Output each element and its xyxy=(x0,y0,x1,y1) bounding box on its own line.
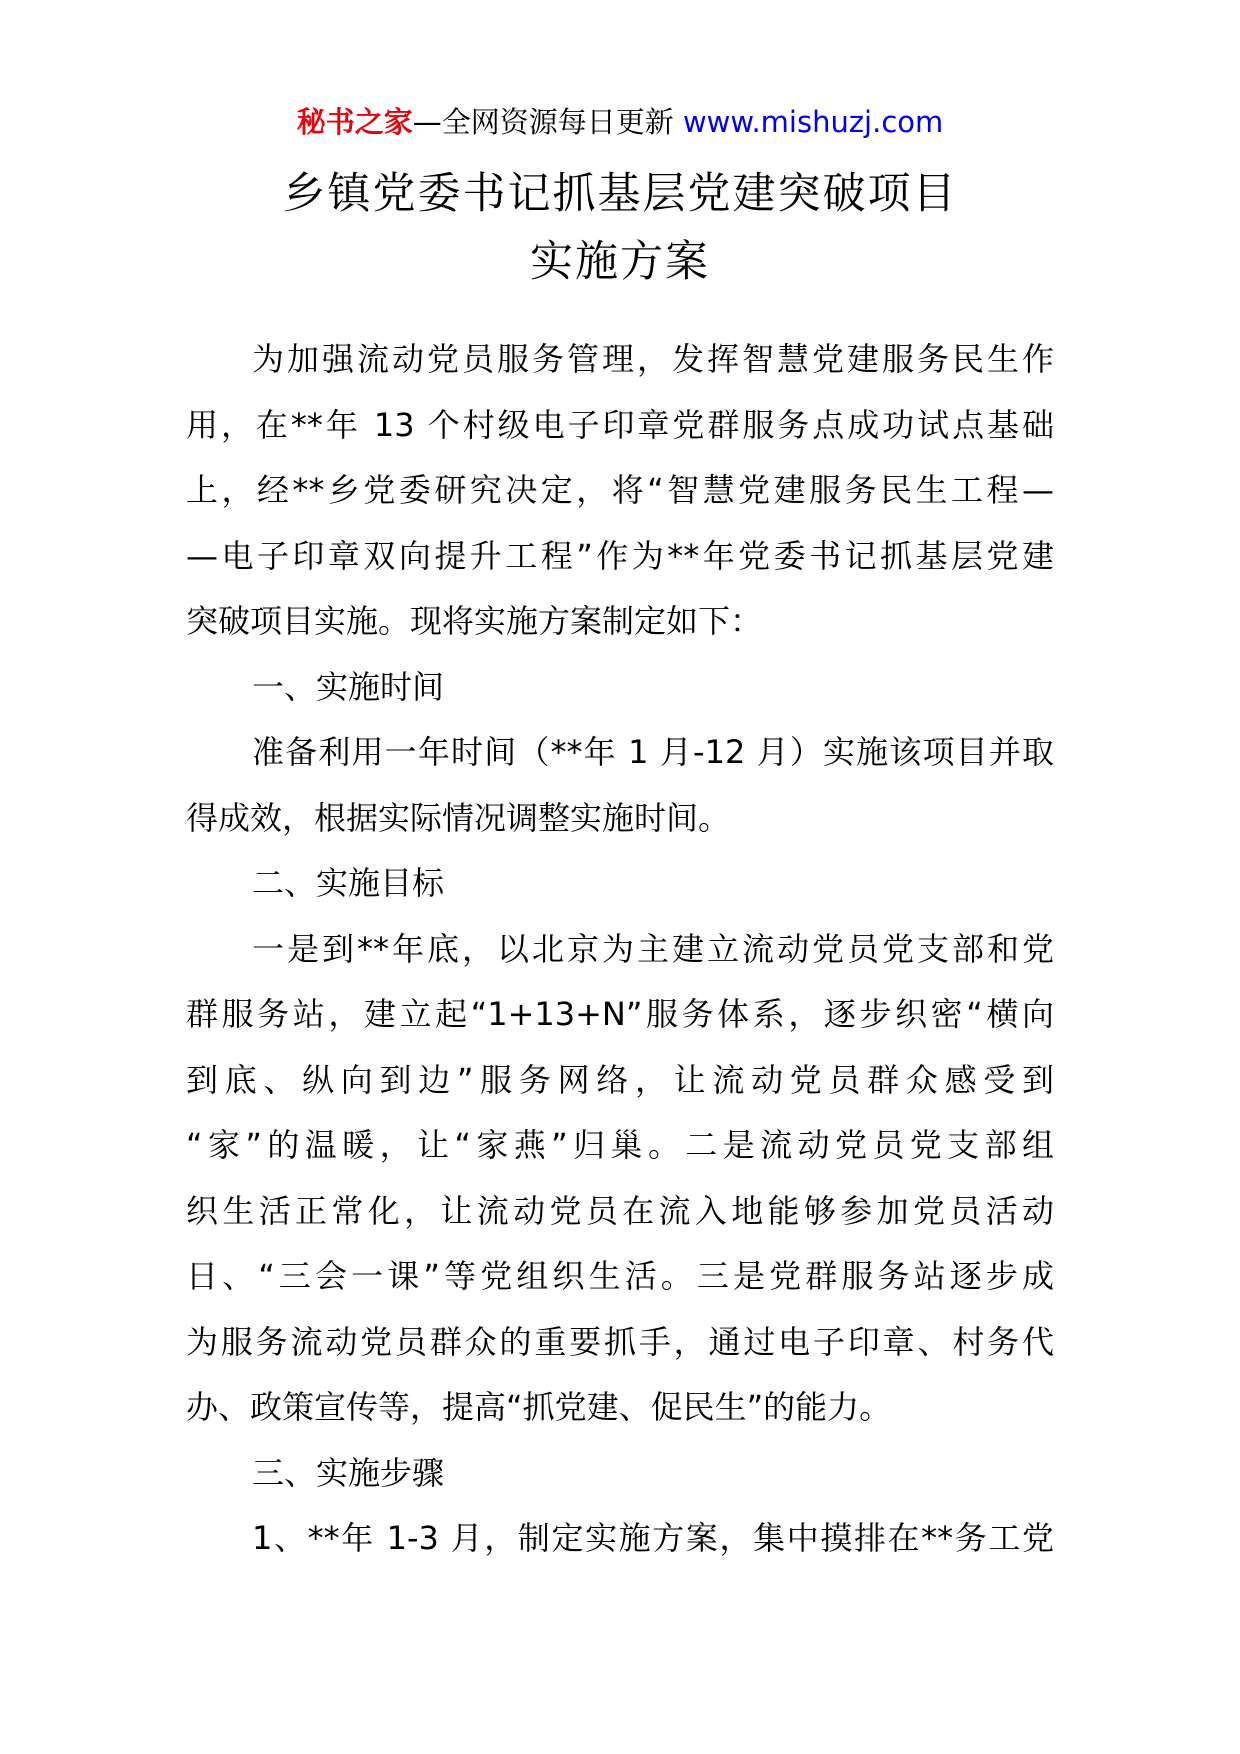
intro-paragraph xyxy=(186,327,1054,655)
section3-paragraph xyxy=(186,1506,1054,1572)
text-line: “家”的温暖，让“家燕”归巢。二是流动党员党支部组 xyxy=(186,1126,1054,1164)
text-line: 到底、纵向到边”服务网络，让流动党员群众感受到 xyxy=(186,1060,1054,1099)
site-url-link[interactable]: www.mishuzj.com xyxy=(682,105,944,139)
text-line: 织生活正常化，让流动党员在流入地能够参加党员活动 xyxy=(186,1191,1054,1230)
section-heading: 三、实施步骤 xyxy=(252,1453,445,1492)
section-heading-time xyxy=(186,655,1054,721)
text-line: 上，经**乡党委研究决定，将“智慧党建服务民生工程— xyxy=(186,471,1054,509)
site-header xyxy=(0,102,1240,142)
text-line: —电子印章双向提升工程”作为**年党委书记抓基层党建 xyxy=(186,536,1054,575)
text-line: 办、政策宣传等，提高“抓党建、促民生”的能力。 xyxy=(186,1388,892,1426)
document-title-line-1: 乡镇党委书记抓基层党建突破项目 xyxy=(282,169,958,219)
section-heading: 一、实施时间 xyxy=(252,667,445,706)
text-line: 群服务站，建立起“1+13+N”服务体系，逐步织密“横向 xyxy=(186,995,1054,1033)
text-line: 准备利用一年时间（**年 1 月-12 月）实施该项目并取 xyxy=(252,733,1054,771)
text-line: 为服务流动党员群众的重要抓手，通过电子印章、村务代 xyxy=(186,1322,1054,1361)
text-line: 突破项目实施。现将实施方案制定如下： xyxy=(186,602,763,640)
site-brand: 秘书之家 xyxy=(296,105,413,139)
text-line: 一是到**年底，以北京为主建立流动党员党支部和党 xyxy=(252,929,1054,968)
section-heading-steps xyxy=(186,1441,1054,1507)
section-heading-goals xyxy=(186,851,1054,917)
document-title-line-2: 实施方案 xyxy=(530,237,710,287)
section2-paragraph xyxy=(186,917,1054,1441)
section1-paragraph xyxy=(186,720,1054,851)
document-body xyxy=(186,327,1054,1572)
text-line: 得成效，根据实际情况调整实施时间。 xyxy=(186,798,731,837)
text-line: 为加强流动党员服务管理，发挥智慧党建服务民生作 xyxy=(252,340,1054,378)
site-tagline: —全网资源每日更新 xyxy=(412,105,674,139)
section-heading: 二、实施目标 xyxy=(252,864,445,902)
text-line: 日、“三会一课”等党组织生活。三是党群服务站逐步成 xyxy=(186,1257,1054,1295)
text-line: 1、**年 1-3 月，制定实施方案，集中摸排在**务工党 xyxy=(252,1519,1054,1557)
text-line: 用，在**年 13 个村级电子印章党群服务点成功试点基础 xyxy=(186,405,1054,444)
